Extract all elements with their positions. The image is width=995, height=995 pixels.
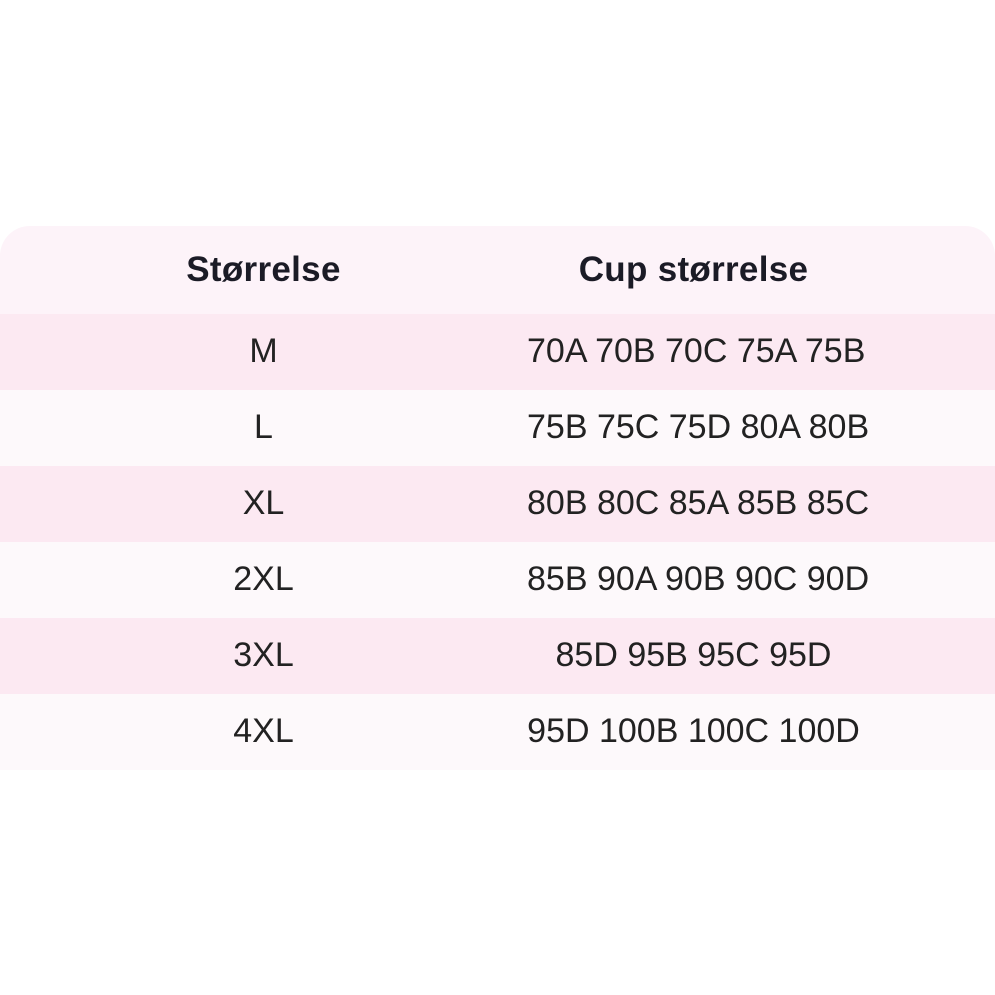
cup-sizes-cell: 95D 100B 100C 100D	[527, 712, 860, 751]
table-header-row	[0, 226, 995, 314]
size-cell: 3XL	[233, 636, 294, 675]
table-row	[0, 390, 995, 466]
size-cell: 2XL	[233, 560, 294, 599]
cup-sizes-cell: 85D 95B 95C 95D	[555, 636, 832, 675]
size-cell: 4XL	[233, 712, 294, 751]
cup-sizes-cell: 75B 75C 75D 80A 80B	[527, 408, 870, 447]
size-cell: L	[254, 408, 273, 447]
size-cell: M	[249, 332, 278, 371]
table-body	[0, 314, 995, 770]
cup-sizes-cell: 80B 80C 85A 85B 85C	[527, 484, 870, 523]
column-header-size: Størrelse	[186, 249, 341, 289]
cup-sizes-cell: 85B 90A 90B 90C 90D	[527, 560, 870, 599]
cup-sizes-cell: 70A 70B 70C 75A 75B	[527, 332, 866, 371]
table-row	[0, 314, 995, 390]
column-header-cup-size: Cup størrelse	[578, 249, 809, 289]
table-row	[0, 694, 995, 770]
size-cell: XL	[242, 484, 285, 523]
table-row	[0, 466, 995, 542]
table-row	[0, 618, 995, 694]
table-row	[0, 542, 995, 618]
size-chart-table	[0, 226, 995, 770]
